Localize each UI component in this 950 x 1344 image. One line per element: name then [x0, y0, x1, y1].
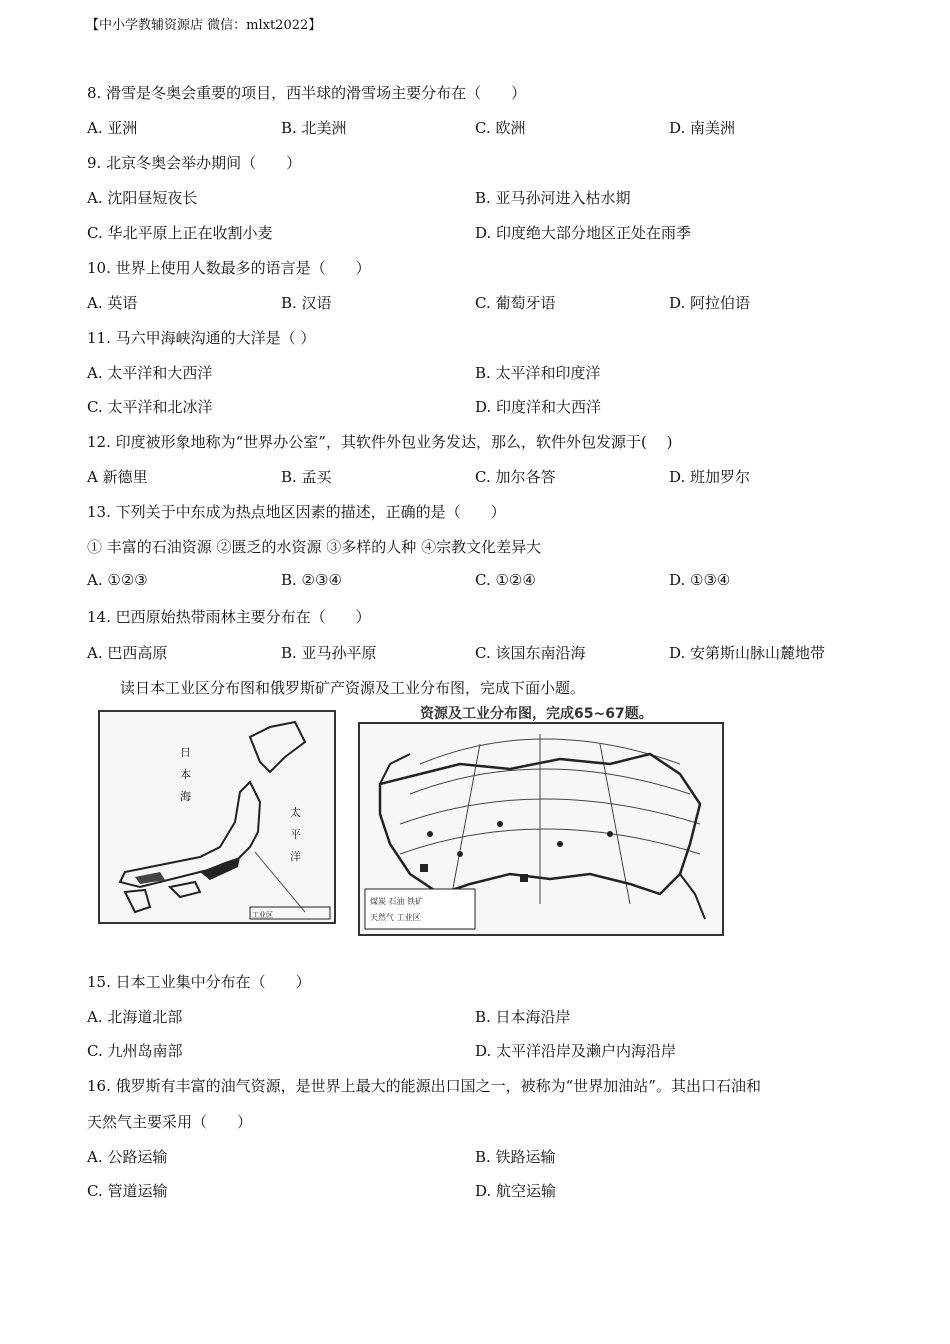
- russia-industry-map: [358, 722, 724, 936]
- q16-option-c[interactable]: C. 管道运输: [87, 1182, 168, 1200]
- q11-option-c[interactable]: C. 太平洋和北冰洋: [87, 398, 213, 416]
- page-header: 【中小学教辅资源店 微信：mlxt2022】: [86, 18, 322, 33]
- q15-option-b[interactable]: B. 日本海沿岸: [475, 1008, 571, 1026]
- question-16-stem-line1: 16. 俄罗斯有丰富的油气资源，是世界上最大的能源出口国之一，被称为“世界加油站”。其出口石油和: [87, 1077, 761, 1095]
- question-9-stem: 9. 北京冬奥会举办期间（ ）: [87, 154, 302, 172]
- russia-map-graphic: [360, 724, 722, 934]
- map-intro: 读日本工业区分布图和俄罗斯矿产资源及工业分布图，完成下面小题。: [120, 679, 586, 697]
- question-13-stem: 13. 下列关于中东成为热点地区因素的描述，正确的是（ ）: [87, 503, 506, 521]
- russia-legend-line2: 天然气 工业区: [370, 913, 421, 922]
- q11-option-d[interactable]: D. 印度洋和大西洋: [475, 398, 602, 416]
- russia-legend-line1: 煤炭 石油 铁矿: [370, 897, 424, 906]
- q14-option-d[interactable]: D. 安第斯山脉山麓地带: [669, 644, 826, 662]
- question-14-stem: 14. 巴西原始热带雨林主要分布在（ ）: [87, 608, 371, 626]
- q9-option-b[interactable]: B. 亚马孙河进入枯水期: [475, 189, 631, 207]
- question-12-stem: 12. 印度被形象地称为“世界办公室”，其软件外包业务发达，那么，软件外包发源于( ): [87, 433, 673, 451]
- q12-option-c[interactable]: C. 加尔各答: [475, 468, 556, 486]
- q8-option-c[interactable]: C. 欧洲: [475, 119, 526, 137]
- q12-option-b[interactable]: B. 孟买: [281, 468, 332, 486]
- q9-option-c[interactable]: C. 华北平原上正在收割小麦: [87, 224, 273, 242]
- q8-option-a[interactable]: A. 亚洲: [87, 119, 138, 137]
- q15-option-c[interactable]: C. 九州岛南部: [87, 1042, 183, 1060]
- question-15-stem: 15. 日本工业集中分布在（ ）: [87, 973, 311, 991]
- q14-option-b[interactable]: B. 亚马孙平原: [281, 644, 377, 662]
- q13-option-a[interactable]: A. ①②③: [87, 571, 148, 589]
- question-8-stem: 8. 滑雪是冬奥会重要的项目，西半球的滑雪场主要分布在（ ）: [87, 84, 527, 102]
- question-10-stem: 10. 世界上使用人数最多的语言是（ ）: [87, 259, 371, 277]
- q10-option-b[interactable]: B. 汉语: [281, 294, 332, 312]
- q11-option-b[interactable]: B. 太平洋和印度洋: [475, 364, 601, 382]
- q16-option-d[interactable]: D. 航空运输: [475, 1182, 557, 1200]
- q9-option-a[interactable]: A. 沈阳昼短夜长: [87, 189, 198, 207]
- q10-option-c[interactable]: C. 葡萄牙语: [475, 294, 556, 312]
- q14-option-a[interactable]: A. 巴西高原: [87, 644, 168, 662]
- question-16-stem-line2: 天然气主要采用（ ）: [87, 1113, 253, 1131]
- q12-option-d[interactable]: D. 班加罗尔: [669, 468, 751, 486]
- question-11-stem: 11. 马六甲海峡沟通的大洋是（ ）: [87, 329, 316, 347]
- q13-factors: ① 丰富的石油资源 ②匮乏的水资源 ③多样的人种 ④宗教文化差异大: [87, 538, 542, 556]
- japan-legend: 工业区: [252, 911, 273, 919]
- q15-option-d[interactable]: D. 太平洋沿岸及濑户内海沿岸: [475, 1042, 677, 1060]
- q12-option-a[interactable]: A 新德里: [87, 468, 148, 486]
- q13-option-c[interactable]: C. ①②④: [475, 571, 536, 589]
- q14-option-c[interactable]: C. 该国东南沿海: [475, 644, 586, 662]
- q11-option-a[interactable]: A. 太平洋和大西洋: [87, 364, 213, 382]
- q10-option-a[interactable]: A. 英语: [87, 294, 138, 312]
- q8-option-b[interactable]: B. 北美洲: [281, 119, 347, 137]
- q9-option-d[interactable]: D. 印度绝大部分地区正处在雨季: [475, 224, 692, 242]
- q13-option-b[interactable]: B. ②③④: [281, 571, 342, 589]
- q10-option-d[interactable]: D. 阿拉伯语: [669, 294, 751, 312]
- russia-map-caption: 资源及工业分布图，完成65~67题。: [420, 706, 653, 722]
- japan-industry-map: [98, 710, 336, 924]
- q15-option-a[interactable]: A. 北海道北部: [87, 1008, 183, 1026]
- q13-option-d[interactable]: D. ①③④: [669, 571, 731, 589]
- q8-option-d[interactable]: D. 南美洲: [669, 119, 736, 137]
- sea-of-japan-label: 日本海: [180, 746, 191, 803]
- q16-option-a[interactable]: A. 公路运输: [87, 1148, 168, 1166]
- pacific-label: 太平洋: [290, 806, 301, 863]
- q16-option-b[interactable]: B. 铁路运输: [475, 1148, 556, 1166]
